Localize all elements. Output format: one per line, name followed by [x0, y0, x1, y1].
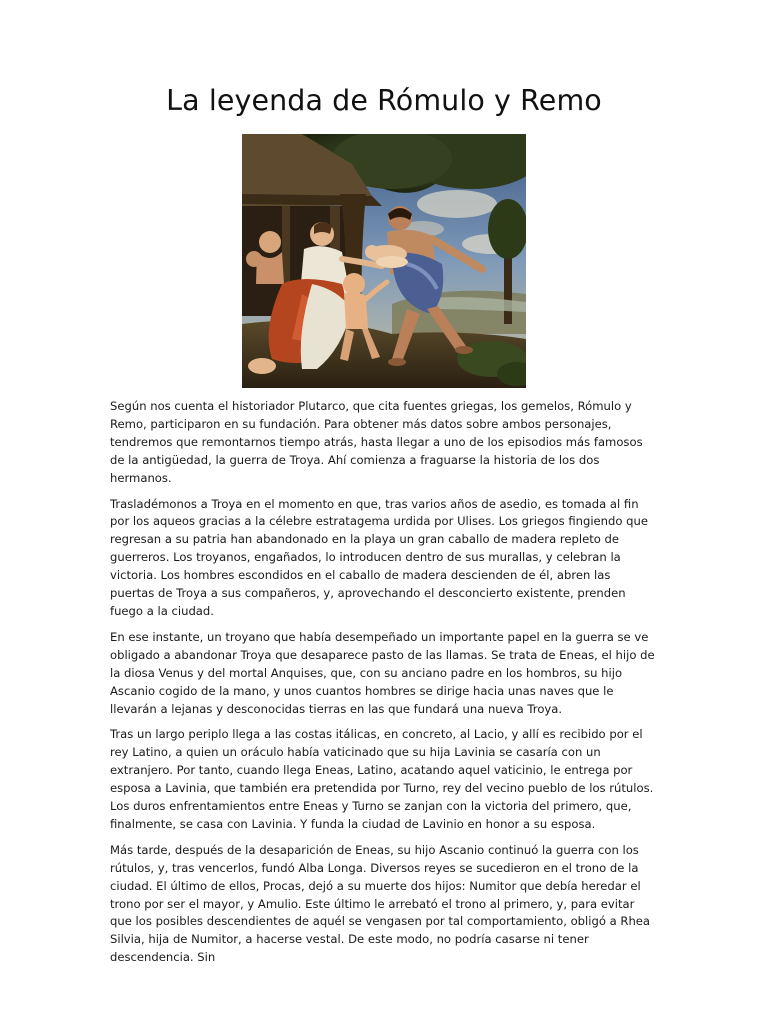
paragraph: Trasladémonos a Troya en el momento en que, tras varios años de asedio, es tomada al fin por los aqueos gracias a la célebre estratagema urdida por Ulises. Los griegos fingiendo que regresan a su patria han abandonado en la playa un gran caballo de madera repleto de guerreros. Los troyanos, engañados, lo introducen dentro de sus murallas, y celebran la victoria. Los hombres escondidos en el caballo de madera descienden de él, abren las puertas de Troya a sus compañeros, y, aprovechando el desconcierto existente, prenden fuego a la ciudad.	[110, 496, 649, 618]
paragraph: Más tarde, después de la desaparición de Eneas, su hijo Ascanio continuó la guerra con los rútulos, y, tras vencerlos, fundó Alba Longa. Diversos reyes se sucedieron en el trono de la ciudad. El último de ellos, Procas, dejó a su muerte dos hijos: Numitor que debía heredar el trono por ser el mayor, y Amulio. Este último le arrebató el trono al primero, y, para evitar que los posibles descendientes de aquél se vengasen por tal comportamiento, obligó a Rhea Silvia, hija de Numitor, a hacerse vestal. De este modo, no podría casarse ni tener descendencia. Sin	[110, 842, 651, 965]
paragraph: En ese instante, un troyano que había desempeñado un importante papel en la guerra se ve obligado a abandonar Troya que desaparece pasto de las llamas. Se trata de Eneas, el hijo de la diosa Venus y del mortal Anquises, que, con su anciano padre en los hombros, su hijo Ascanio cogido de la mano, y unos cuantos hombres se dirige hacia unas naves que le llevarán a lejanas y desconocidas tierras en las que fundará una nueva Troya.	[110, 629, 655, 716]
paragraph: Según nos cuenta el historiador Plutarco, que cita fuentes griegas, los gemelos, Rómulo y Remo, participaron en su fundación. Para obtener más datos sobre ambos personajes, tendremos que remontarnos tiempo atrás, hasta llegar a uno de los episodios más famosos de la antigüedad, la guerra de Troya. Ahí comienza a fraguarse la historia de los dos hermanos.	[110, 399, 643, 485]
article-body	[110, 398, 658, 975]
paragraph: Tras un largo periplo llega a las costas itálicas, en concreto, al Lacio, y allí es recibido por el rey Latino, a quien un oráculo había vaticinado que su hija Lavinia se casaría con un extranjero. Por tanto, cuando llega Eneas, Latino, acatando aquel vaticinio, le entrega por esposa a Lavinia, que también era pretendida por Turno, rey del vecino pueblo de los rútulos. Los duros enfrentamientos entre Eneas y Turno se zanjan con la victoria del primero, que, finalmente, se casa con Lavinia. Y funda la ciudad de Lavinio en honor a su esposa.	[110, 727, 654, 831]
page-title: La leyenda de Rómulo y Remo	[166, 84, 602, 117]
painting-image	[242, 134, 526, 388]
